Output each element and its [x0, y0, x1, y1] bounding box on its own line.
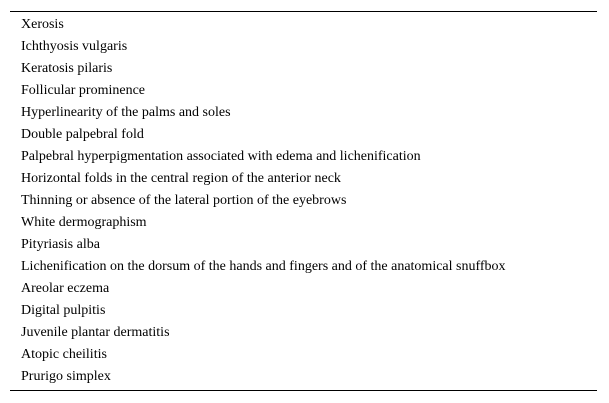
- list-item: Keratosis pilaris: [21, 61, 113, 76]
- list-item: Double palpebral fold: [21, 127, 144, 142]
- list-item: Juvenile plantar dermatitis: [21, 325, 170, 340]
- list-item: Palpebral hyperpigmentation associated with edema and lichenification: [21, 149, 421, 164]
- list-item: Xerosis: [21, 17, 64, 32]
- list-item: Areolar eczema: [21, 281, 110, 296]
- list-item: Lichenification on the dorsum of the hands and fingers and of the anatomical snuffbox: [21, 259, 506, 274]
- list-item: White dermographism: [21, 215, 147, 230]
- list-item: Digital pulpitis: [21, 303, 106, 318]
- findings-table: [10, 11, 597, 391]
- list-item: Hyperlinearity of the palms and soles: [21, 105, 231, 120]
- list-item: Atopic cheilitis: [21, 347, 107, 362]
- list-item: Prurigo simplex: [21, 369, 111, 384]
- list-item: Horizontal folds in the central region of the anterior neck: [21, 171, 341, 186]
- list-item: Thinning or absence of the lateral portion of the eyebrows: [21, 193, 347, 208]
- findings-list: [21, 14, 506, 388]
- list-item: Follicular prominence: [21, 83, 146, 98]
- list-item: Pityriasis alba: [21, 237, 100, 252]
- list-item: Ichthyosis vulgaris: [21, 39, 128, 54]
